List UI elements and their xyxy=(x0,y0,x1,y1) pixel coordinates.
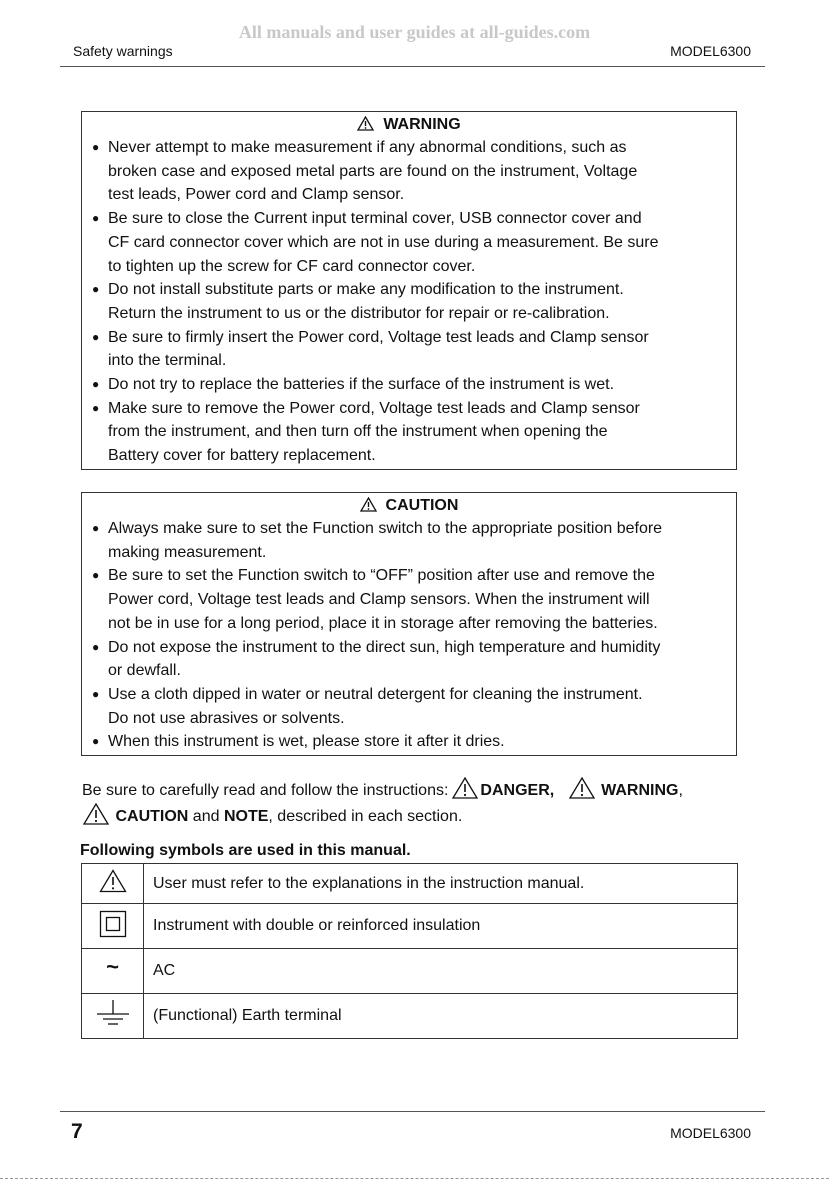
instructions-tail: , described in each section. xyxy=(268,808,463,825)
warning-list xyxy=(82,136,736,468)
symbols-table xyxy=(81,863,738,1039)
instructions-warning: WARNING xyxy=(601,782,679,799)
bullet-icon: ● xyxy=(92,282,100,297)
item-line: Battery cover for battery replacement. xyxy=(108,447,376,465)
instructions-paragraph xyxy=(82,777,742,829)
caution-title-text: CAUTION xyxy=(385,497,459,514)
item-line: from the instrument, and then turn off the instrument when opening the xyxy=(108,423,608,441)
item-line: into the terminal. xyxy=(108,352,227,370)
bullet-icon: ● xyxy=(92,329,100,344)
item-line: Be sure to firmly insert the Power cord, Voltage test leads and Clamp sensor xyxy=(108,328,649,346)
bullet-icon: ● xyxy=(92,568,100,583)
warning-triangle-icon xyxy=(569,777,595,799)
item-line: Do not expose the instrument to the direct sun, high temperature and humidity xyxy=(108,638,661,656)
item-line: Power cord, Voltage test leads and Clamp sensors. When the instrument will xyxy=(108,591,650,609)
symbol-row xyxy=(82,949,738,994)
warning-triangle-icon xyxy=(357,116,374,131)
caution-item xyxy=(92,683,736,730)
symbol-description: Instrument with double or reinforced insulation xyxy=(144,904,738,949)
item-line: Do not try to replace the batteries if the surface of the instrument is wet. xyxy=(108,376,615,394)
bullet-icon: ● xyxy=(92,211,100,226)
bullet-icon: ● xyxy=(92,140,100,154)
symbol-icon-cell xyxy=(82,864,144,904)
warning-box xyxy=(81,111,737,470)
item-line: Always make sure to set the Function switch to the appropriate position before xyxy=(108,520,663,537)
double-insulation-icon xyxy=(99,910,127,938)
warning-item xyxy=(92,373,736,397)
bullet-icon: ● xyxy=(92,377,100,392)
bullet-icon: ● xyxy=(92,734,100,749)
bullet-icon: ● xyxy=(92,686,100,701)
item-line: test leads, Power cord and Clamp sensor. xyxy=(108,186,405,204)
item-line: Make sure to remove the Power cord, Voltage test leads and Clamp sensor xyxy=(108,399,640,417)
caution-item xyxy=(92,730,736,754)
instructions-lead: Be sure to carefully read and follow the instructions: xyxy=(82,782,449,799)
warning-title-text: WARNING xyxy=(383,116,461,133)
warning-item xyxy=(92,207,736,278)
footer-rule xyxy=(60,1111,765,1112)
header-rule xyxy=(60,66,765,67)
item-line: Use a cloth dipped in water or neutral detergent for cleaning the instrument. xyxy=(108,685,643,703)
page-number: 7 xyxy=(71,1120,83,1143)
instructions-and: and xyxy=(192,808,220,825)
header-model: MODEL6300 xyxy=(670,43,751,59)
symbol-icon-cell xyxy=(82,949,144,994)
instructions-caution: CAUTION xyxy=(115,808,189,825)
warning-triangle-icon xyxy=(99,869,127,893)
item-line: to tighten up the screw for CF card connector cover. xyxy=(108,257,476,275)
warning-item xyxy=(92,397,736,468)
item-line: Return the instrument to us or the distributor for repair or re-calibration. xyxy=(108,304,610,322)
item-line: Do not install substitute parts or make any modification to the instrument. xyxy=(108,281,624,299)
warning-box-title xyxy=(82,112,736,136)
bullet-icon: ● xyxy=(92,521,100,535)
symbols-heading: Following symbols are used in this manual. xyxy=(80,842,411,859)
item-line: making measurement. xyxy=(108,543,267,561)
item-line: Be sure to set the Function switch to “OFF” position after use and remove the xyxy=(108,567,655,585)
symbol-description: (Functional) Earth terminal xyxy=(144,994,738,1039)
item-line: or dewfall. xyxy=(108,662,181,680)
symbol-icon-cell xyxy=(82,904,144,949)
page-edge-dashes xyxy=(0,1178,829,1179)
warning-item xyxy=(92,326,736,373)
symbol-description: User must refer to the explanations in the instruction manual. xyxy=(144,864,738,904)
bullet-icon: ● xyxy=(92,639,100,654)
symbol-row xyxy=(82,994,738,1039)
bullet-icon: ● xyxy=(92,400,100,415)
watermark: All manuals and user guides at all-guides.com xyxy=(238,22,591,42)
earth-terminal-icon xyxy=(93,998,133,1030)
caution-item xyxy=(92,517,736,564)
symbol-icon-cell xyxy=(82,994,144,1039)
footer-model: MODEL6300 xyxy=(670,1125,751,1141)
warning-triangle-icon xyxy=(360,497,377,512)
caution-item xyxy=(92,636,736,683)
caution-box-title xyxy=(82,493,736,517)
symbol-description: AC xyxy=(144,949,738,994)
item-line: Do not use abrasives or solvents. xyxy=(108,709,345,727)
caution-item xyxy=(92,564,736,635)
item-line: not be in use for a long period, place it in storage after removing the batteries. xyxy=(108,614,658,632)
item-line: broken case and exposed metal parts are found on the instrument, Voltage xyxy=(108,162,638,180)
instructions-comma: , xyxy=(678,782,683,799)
item-line: Never attempt to make measurement if any abnormal conditions, such as xyxy=(108,139,627,156)
symbol-row xyxy=(82,904,738,949)
item-line: Be sure to close the Current input terminal cover, USB connector cover and xyxy=(108,210,642,228)
warning-triangle-icon xyxy=(83,803,109,825)
warning-item xyxy=(92,278,736,325)
item-line: CF card connector cover which are not in use during a measurement. Be sure xyxy=(108,233,659,251)
instructions-note: NOTE xyxy=(223,808,269,825)
item-line: When this instrument is wet, please store it after it dries. xyxy=(108,733,505,751)
caution-list xyxy=(82,517,736,754)
symbol-row xyxy=(82,864,738,904)
warning-triangle-icon xyxy=(452,777,478,799)
header-section-title: Safety warnings xyxy=(73,43,173,59)
warning-item xyxy=(92,136,736,207)
instructions-danger: DANGER, xyxy=(480,782,555,799)
ac-icon: ~ xyxy=(106,954,119,979)
caution-box xyxy=(81,492,737,756)
